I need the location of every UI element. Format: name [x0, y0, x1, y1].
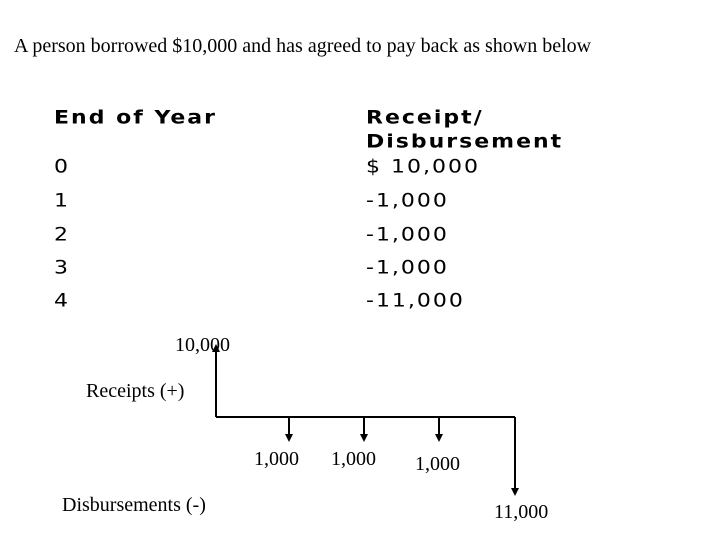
header-receipt: Receipt/ [366, 107, 484, 129]
year-cell: 2 [54, 224, 70, 246]
amount-cell: -1,000 [366, 257, 449, 279]
year-cell: 0 [54, 156, 70, 178]
payment-label: 1,000 [331, 448, 376, 470]
year-cell: 3 [54, 257, 70, 279]
payment-label: 11,000 [494, 501, 549, 523]
year-cell: 1 [54, 190, 70, 212]
payment-label: 1,000 [415, 453, 460, 475]
payment-label: 1,000 [254, 448, 299, 470]
amount-cell: $ 10,000 [366, 156, 480, 178]
disbursements-label: Disbursements (-) [62, 494, 206, 516]
receipts-label: Receipts (+) [86, 380, 185, 402]
amount-cell: -11,000 [366, 290, 465, 312]
header-disbursement: Disbursement [366, 131, 564, 153]
amount-cell: -1,000 [366, 190, 449, 212]
amount-cell: -1,000 [366, 224, 449, 246]
problem-statement: A person borrowed $10,000 and has agreed to pay back as shown below [14, 35, 592, 57]
header-end-of-year: End of Year [54, 107, 217, 129]
year-cell: 4 [54, 290, 70, 312]
receipt-value: 10,000 [175, 334, 230, 356]
